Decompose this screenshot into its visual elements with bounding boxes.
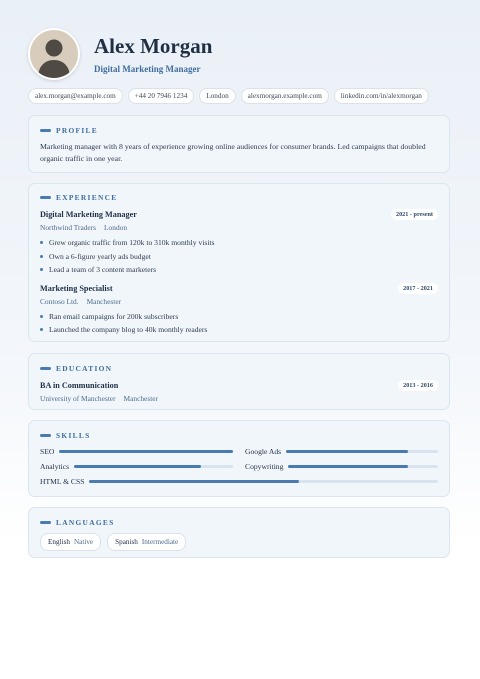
date-badge: 2013 - 2016 [398,380,438,391]
date-badge: 2021 - present [391,209,438,220]
skill-level-bar [286,450,438,453]
skill-level-bar [59,450,233,453]
section-accent-bar [40,196,51,199]
contact-phone[interactable]: +44 20 7946 1234 [128,88,195,104]
skill-level-fill [288,465,408,468]
section-title: SKILLS [56,431,91,440]
language-name: English [48,538,70,546]
language-name: Spanish [115,538,138,546]
list-item: Launched the company blog to 40k monthly readers [40,323,438,337]
skill-item [245,447,438,456]
skill-item [40,462,233,471]
education-entry [40,380,438,403]
section-header [40,193,438,202]
section-accent-bar [40,129,51,132]
job-location: Manchester [86,296,122,306]
skill-level-bar [74,465,233,468]
section-accent-bar [40,521,51,524]
section-header [40,126,438,135]
skill-level-fill [89,480,298,483]
profile-summary: Marketing manager with 8 years of experience growing online audiences for consumer brands. Led campaigns that doubled organic traffic in one year. [40,142,426,163]
section-header [40,431,438,440]
job-title-headline: Digital Marketing Manager [94,64,201,74]
job-title: Digital Marketing Manager [40,210,137,219]
job-title: Marketing Specialist [40,283,113,293]
school-name: University of Manchester [40,394,116,403]
job-entry [40,209,438,277]
degree-title: BA in Communication [40,381,119,390]
section-title: EXPERIENCE [56,193,118,202]
section-header [40,364,438,373]
list-item: Own a 6-figure yearly ads budget [40,250,438,264]
job-meta [40,297,438,306]
list-item: Lead a team of 3 content marketers [40,263,438,277]
language-chip [107,533,186,551]
skills-grid [40,447,438,486]
school-location: Manchester [123,394,159,403]
company-name: Contoso Ltd. [40,296,79,306]
skill-name: Google Ads [245,447,282,456]
contact-list [28,88,429,104]
skills-section [28,420,450,497]
section-accent-bar [40,367,51,370]
section-header [40,518,438,527]
contact-website[interactable]: alexmorgan.example.com [241,88,329,104]
language-level: Native [73,538,94,546]
section-title: PROFILE [56,126,98,135]
skill-name: Analytics [40,462,70,471]
job-meta [40,223,438,232]
person-name: Alex Morgan [94,34,213,58]
date-badge: 2017 - 2021 [398,283,438,294]
section-accent-bar [40,434,51,437]
section-title: LANGUAGES [56,518,115,527]
resume-header [28,28,212,80]
language-level: Intermediate [141,538,179,546]
list-item: Grew organic traffic from 120k to 310k monthly visits [40,236,438,250]
skill-name: SEO [40,447,55,456]
education-meta [40,394,438,403]
contact-location: London [199,88,235,104]
section-title: EDUCATION [56,364,113,373]
skill-item [245,462,438,471]
skill-item [40,477,438,486]
identity-block [94,34,212,74]
language-list [40,533,438,551]
skill-level-fill [59,450,233,453]
skill-level-fill [286,450,408,453]
skill-name: HTML & CSS [40,477,85,486]
job-entry [40,283,438,337]
skill-level-fill [74,465,201,468]
language-chip [40,533,101,551]
skill-level-bar [89,480,438,483]
skill-item [40,447,233,456]
job-location: London [104,223,128,232]
contact-linkedin[interactable]: linkedin.com/in/alexmorgan [334,88,429,104]
job-bullets [40,236,438,277]
skill-level-bar [288,465,438,468]
languages-section [28,507,450,558]
contact-email[interactable]: alex.morgan@example.com [28,88,123,104]
skill-name: Copywriting [245,462,284,471]
profile-section [28,115,450,173]
company-name: Northwind Traders [40,223,97,232]
experience-section [28,183,450,342]
list-item: Ran email campaigns for 200k subscribers [40,310,438,324]
job-bullets [40,310,438,337]
person-avatar-icon [28,28,80,80]
education-section [28,353,450,410]
